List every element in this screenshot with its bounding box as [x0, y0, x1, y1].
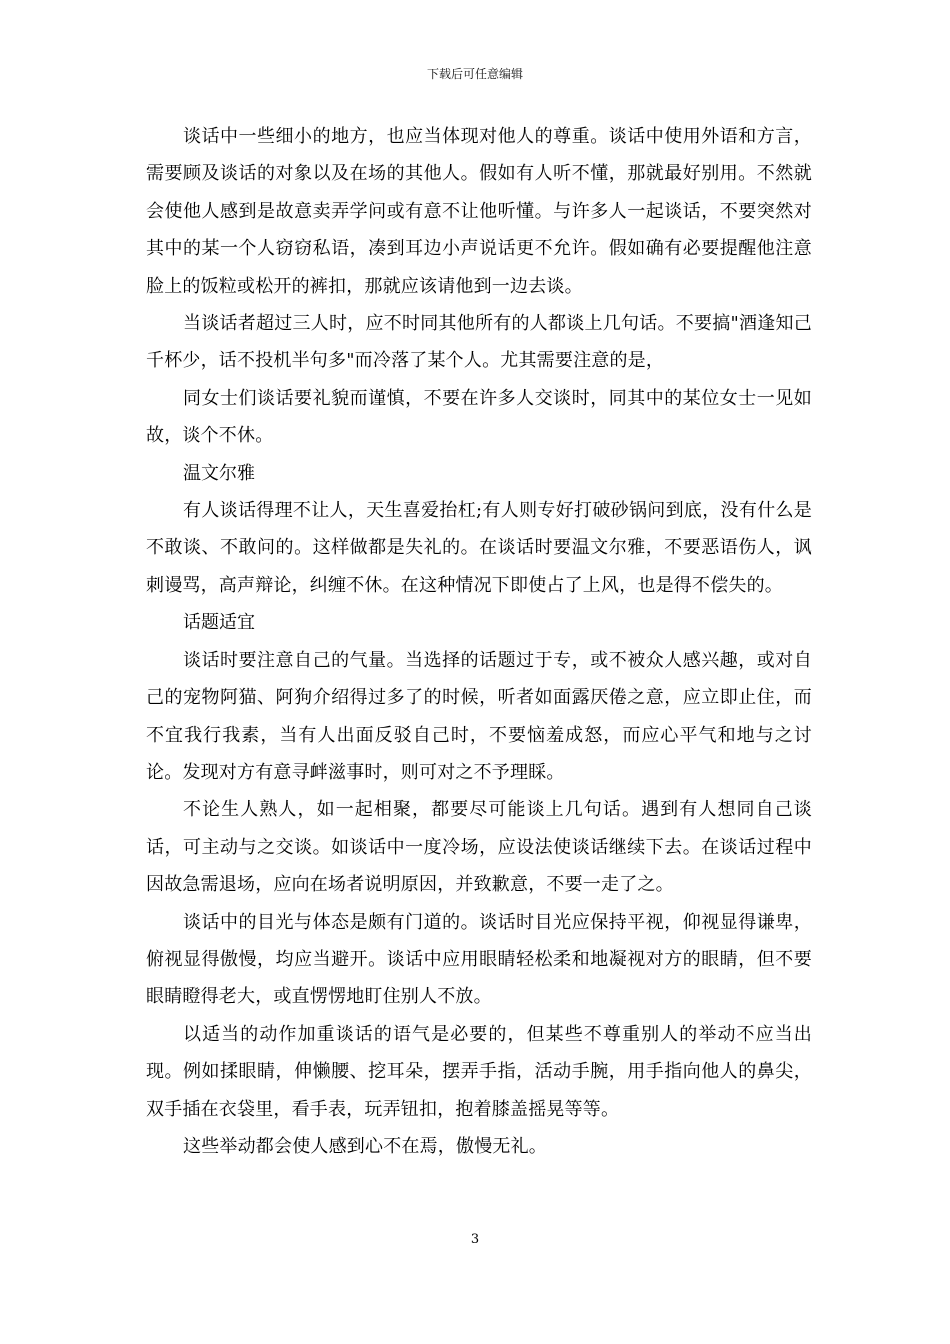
paragraph: 同女士们谈话要礼貌而谨慎，不要在许多人交谈时，同其中的某位女士一见如故，谈个不休。 — [146, 387, 812, 447]
page-header: 下载后可任意编辑 — [426, 67, 523, 81]
paragraph: 谈话中一些细小的地方，也应当体现对他人的尊重。谈话中使用外语和方言，需要顾及谈话的对象以及在场的其他人。假如有人听不懂，那就最好别用。不然就会使他人感到是故意卖弄学问或有意不让他听懂。与许多人一起谈话，不要突然对其中的某一个人窃窃私语，凑到耳边小声说话更不允许。假如确有必要提醒他注意脸上的饭粒或松开的裤扣，那就应该请他到一边去谈。 — [146, 126, 812, 297]
paragraph: 当谈话者超过三人时，应不时同其他所有的人都谈上几句话。不要搞"酒逢知己千杯少，话不投机半句多"而冷落了某个人。尤其需要注意的是， — [146, 313, 812, 372]
section-heading: 话题适宜 — [183, 612, 255, 634]
paragraph: 以适当的动作加重谈话的语气是必要的，但某些不尊重别人的举动不应当出现。例如揉眼睛，伸懒腰、挖耳朵，摆弄手指，活动手腕，用手指向他人的鼻尖，双手插在衣袋里，看手表，玩弄钮扣，抱着膝盖摇晃等等。 — [146, 1023, 812, 1120]
paragraph: 有人谈话得理不让人，天生喜爱抬杠;有人则专好打破砂锅问到底，没有什么是不敢谈、不敢问的。这样做都是失礼的。在谈话时要温文尔雅，不要恶语伤人，讽刺谩骂，高声辩论，纠缠不休。在这种情况下即使占了上风，也是得不偿失的。 — [146, 500, 812, 596]
paragraph: 这些举动都会使人感到心不在焉，傲慢无礼。 — [183, 1135, 547, 1157]
section-heading: 温文尔雅 — [183, 462, 255, 484]
paragraph: 谈话时要注意自己的气量。当选择的话题过于专，或不被众人感兴趣，或对自己的宠物阿猫、阿狗介绍得过多了的时候，听者如面露厌倦之意，应立即止住，而不宜我行我素，当有人出面反驳自己时，不要恼羞成怒，而应心平气和地与之讨论。发现对方有意寻衅滋事时，则可对之不予理睬。 — [146, 649, 812, 783]
paragraph: 谈话中的目光与体态是颇有门道的。谈话时目光应保持平视，仰视显得谦卑，俯视显得傲慢，均应当避开。谈话中应用眼睛轻松柔和地凝视对方的眼睛，但不要眼睛瞪得老大，或直愣愣地盯住别人不放。 — [146, 911, 812, 1008]
paragraph: 不论生人熟人，如一起相聚，都要尽可能谈上几句话。遇到有人想同自己谈话，可主动与之交谈。如谈话中一度冷场，应设法使谈话继续下去。在谈话过程中因故急需退场，应向在场者说明原因，并致歉意，不要一走了之。 — [146, 799, 812, 896]
document-body — [146, 118, 812, 1165]
page-number: 3 — [470, 1232, 480, 1247]
